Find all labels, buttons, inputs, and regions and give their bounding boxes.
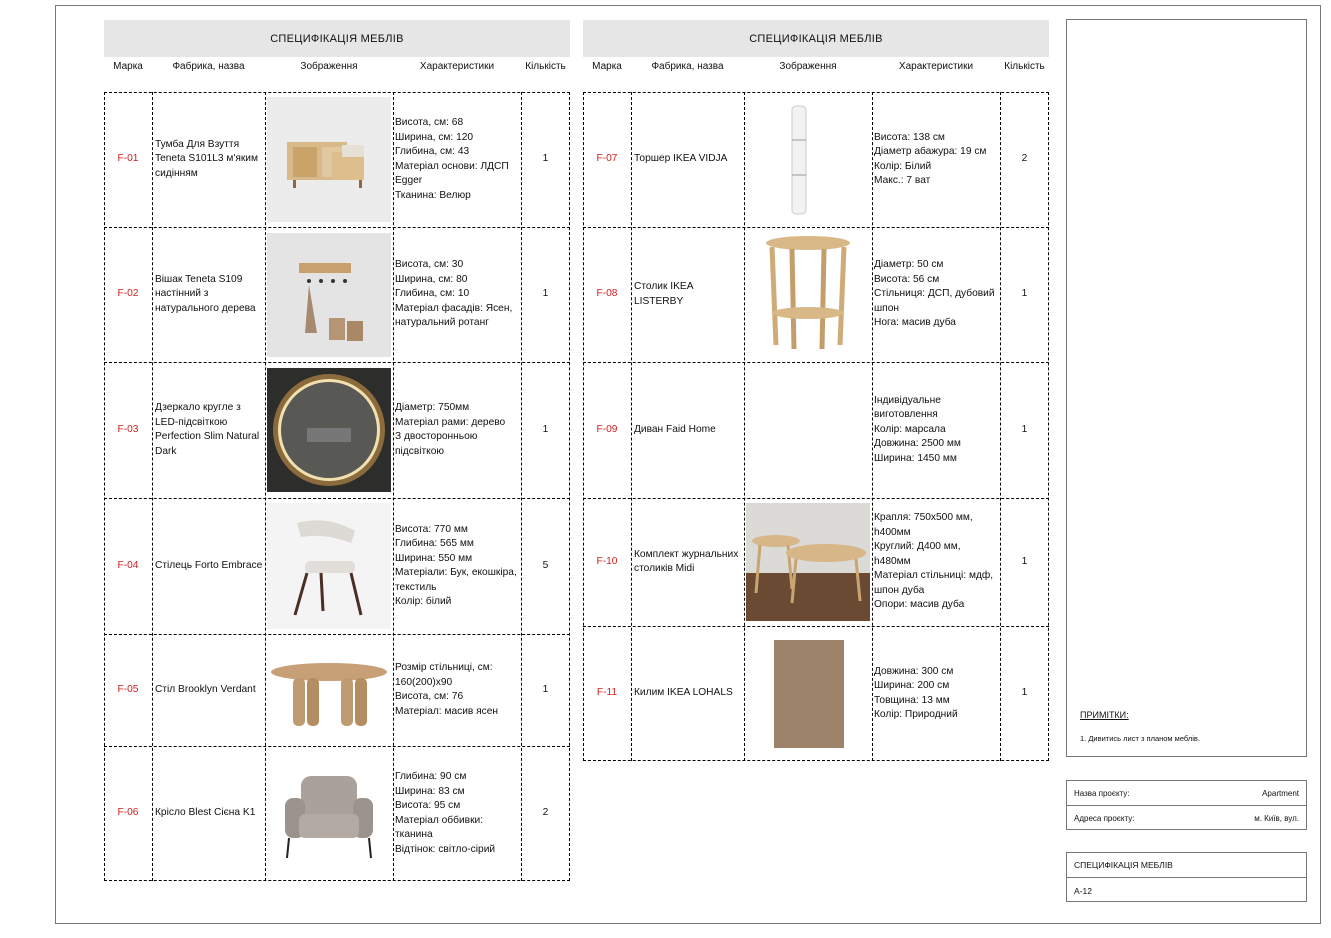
notes-box [1066, 19, 1307, 757]
item-specs: Глибина: 90 см Ширина: 83 см Висота: 95 см Матеріал оббивки: тканина Відтінок: світло-сірий [395, 771, 496, 855]
item-specs: Діаметр: 750мм Матеріал рами: дерево З двосторонньою підсвіткою [395, 402, 506, 457]
left-col-name: Фабрика, назва [172, 61, 245, 72]
item-qty: 1 [1021, 687, 1028, 699]
right-divider [631, 92, 632, 761]
item-name: Стілець Forto Embrace [155, 559, 263, 571]
item-specs: Діаметр: 50 см Висота: 56 см Стільниця: ДСП, дубовий шпон Нога: масив дуба [874, 259, 995, 329]
sheet-title-box [1066, 852, 1307, 902]
project-info-box [1066, 780, 1307, 830]
round-mirror-photo [267, 368, 391, 492]
left-col-specs: Характеристики [419, 61, 495, 72]
item-qty: 1 [1021, 555, 1028, 567]
rug-photo [774, 640, 844, 748]
mark-f01: F-01 [117, 153, 139, 165]
item-name: Крісло Blest Сієна K1 [155, 807, 256, 819]
item-specs: Індивідуальне виготовлення Колір: марсала Довжина: 2500 мм Ширина: 1450 мм [874, 394, 961, 464]
mark-f09: F-09 [596, 423, 618, 435]
floor-lamp-photo [746, 100, 870, 220]
mark-f02: F-02 [117, 288, 139, 300]
side-table-photo [746, 233, 870, 357]
left-divider [265, 92, 266, 881]
sheet-code: А-12 [1074, 885, 1092, 896]
chair-photo [267, 503, 391, 629]
project-name-row [1067, 781, 1306, 806]
item-specs: Довжина: 300 см Ширина: 200 см Товщина: 13 мм Колір: Природний [874, 665, 958, 720]
item-specs: Висота: 138 см Діаметр абажура: 19 см Колір: Білий Макс.: 7 ват [874, 131, 987, 186]
left-col-image: Зображення [300, 61, 358, 72]
item-qty: 1 [1021, 423, 1028, 435]
right-divider [744, 92, 745, 761]
left-col-qty: Кількість [525, 61, 566, 72]
left-divider [393, 92, 394, 881]
item-name: Стіл Brooklyn Verdant [155, 683, 256, 695]
project-address-row [1067, 806, 1306, 831]
mark-f11: F-11 [596, 687, 618, 699]
item-specs: Розмір стільниці, см: 160(200)x90 Висота, см: 76 Матеріал: масив ясен [395, 662, 499, 717]
notes-item: 1. Дивитись лист з планом меблів. [1080, 734, 1200, 743]
table-photo [267, 650, 391, 732]
item-specs: Висота: 770 мм Глибина: 565 мм Ширина: 550 мм Матеріали: Бук, екошкіра, текстиль Колір: білий [395, 523, 517, 607]
sheet-title: СПЕЦИФІКАЦІЯ МЕБЛІВ [1067, 853, 1306, 878]
item-specs: Крапля: 750x500 мм, h400мм Круглий: Д400 мм, h480мм Матеріал стільниці: мдф, шпон дуба Опори: масив дуба [874, 512, 994, 611]
left-divider [152, 92, 153, 881]
right-divider [872, 92, 873, 761]
mark-f08: F-08 [596, 288, 618, 300]
item-name: Дзеркало кругле з LED-підсвіткою Perfection Slim Natural Dark [155, 402, 260, 457]
project-address-value: м. Київ, вул. [1254, 814, 1299, 823]
item-qty: 2 [1021, 153, 1028, 165]
mark-f06: F-06 [117, 807, 139, 819]
item-name: Диван Faid Home [634, 423, 716, 435]
mark-f04: F-04 [117, 559, 139, 571]
right-col-qty: Кількість [1004, 61, 1045, 72]
item-name: Столик IKEA LISTERBY [634, 281, 693, 307]
project-address-label: Адреса проєкту: [1074, 814, 1135, 823]
project-name-value: Apartment [1262, 788, 1299, 798]
left-col-mark: Марка [113, 61, 143, 72]
mark-f07: F-07 [596, 153, 618, 165]
item-specs: Висота, см: 68 Ширина, см: 120 Глибина, см: 43 Матеріал основи: ЛДСП Egger Тканина: Велюр [395, 117, 509, 201]
mark-f03: F-03 [117, 423, 139, 435]
item-name: Торшер IKEA VIDJA [634, 153, 728, 165]
item-qty: 1 [542, 153, 549, 165]
item-qty: 1 [542, 423, 549, 435]
item-specs: Висота, см: 30 Ширина, см: 80 Глибина, см: 10 Матеріал фасадів: Ясен, натуральний ротанг [395, 259, 513, 329]
item-name: Вішак Teneta S109 настінний з натурального дерева [155, 273, 256, 314]
mark-f05: F-05 [117, 683, 139, 695]
left-table-header: СПЕЦИФІКАЦІЯ МЕБЛІВ [104, 20, 570, 57]
right-col-mark: Марка [592, 61, 622, 72]
item-qty: 1 [542, 288, 549, 300]
mark-f10: F-10 [596, 555, 618, 567]
coffee-tables-photo [746, 503, 870, 621]
shoe-cabinet-photo [267, 97, 391, 222]
wall-hanger-photo [267, 233, 391, 357]
right-col-image: Зображення [779, 61, 837, 72]
right-table-header: СПЕЦИФІКАЦІЯ МЕБЛІВ [583, 20, 1049, 57]
item-qty: 1 [542, 683, 549, 695]
project-name-label: Назва проєкту: [1074, 788, 1130, 798]
right-col-name: Фабрика, назва [651, 61, 724, 72]
item-name: Килим IKEA LOHALS [634, 687, 733, 699]
item-name: Тумба Для Взуття Teneta S101L3 м'яким сидінням [155, 138, 258, 179]
item-name: Комплект журнальних столиків Midi [634, 548, 739, 574]
item-qty: 1 [1021, 288, 1028, 300]
item-qty: 2 [542, 807, 549, 819]
right-col-specs: Характеристики [898, 61, 974, 72]
armchair-photo [267, 764, 391, 864]
item-qty: 5 [542, 559, 549, 571]
notes-title: ПРИМІТКИ: [1080, 710, 1129, 720]
